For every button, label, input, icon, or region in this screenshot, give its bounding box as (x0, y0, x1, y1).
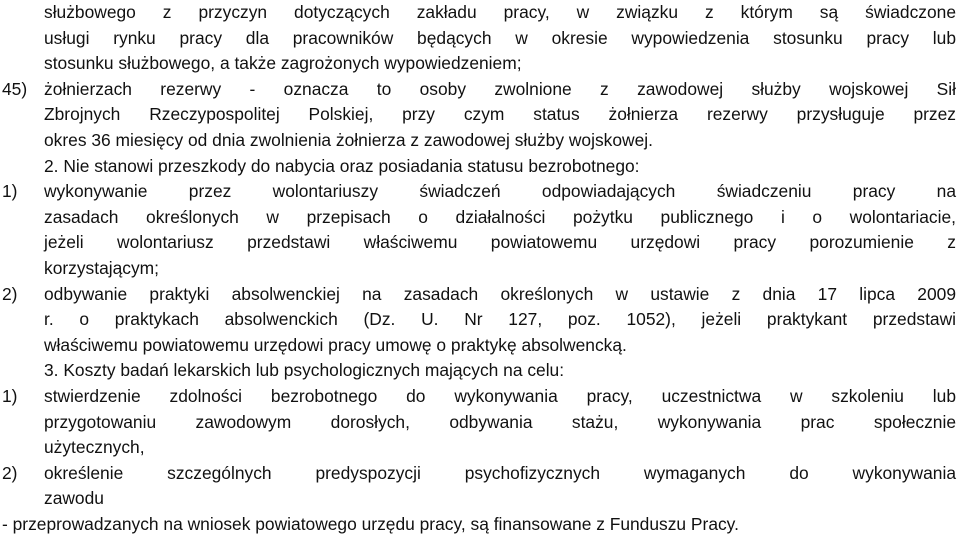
section-heading: 2. Nie stanowi przeszkody do nabycia oraz posiadania statusu bezrobotnego: (44, 155, 640, 176)
list-number: 45) (2, 78, 28, 99)
text-line: r. o praktykach absolwenckich (Dz. U. Nr 127, poz. 1052), jeżeli praktykant przedstawi (44, 309, 956, 330)
text-line: żołnierzach rezerwy - oznacza to osoby zwolnione z zawodowej służby wojskowej Sił (44, 78, 956, 99)
text-line: Zbrojnych Rzeczypospolitej Polskiej, przy czym status żołnierza rezerwy przysługuje przez (44, 104, 956, 125)
text-line: przygotowaniu zawodowym dorosłych, odbywania stażu, wykonywania prac społecznie (44, 411, 956, 432)
text-line: użytecznych, (44, 437, 145, 458)
text-line: korzystającym; (44, 258, 159, 278)
text-line: usługi rynku pracy dla pracowników będących w okresie wypowiedzenia stosunku pracy lub (44, 27, 956, 48)
text-line: właściwemu powiatowemu urzędowi pracy umowę o praktykę absolwencką. (44, 334, 627, 355)
list-number: 1) (2, 181, 18, 202)
text-line: zasadach określonych w przepisach o działalności pożytku publicznego i o wolontariacie, (44, 206, 956, 227)
text-line: odbywanie praktyki absolwenckiej na zasadach określonych w ustawie z dnia 17 lipca 2009 (44, 283, 956, 304)
text-line: stosunku służbowego, a także zagrożonych wypowiedzeniem; (44, 53, 522, 74)
text-line: służbowego z przyczyn dotyczących zakładu pracy, w związku z którym są świadczone (44, 2, 956, 22)
text-line: zawodu (44, 488, 104, 509)
list-number: 1) (2, 386, 18, 406)
text-line: określenie szczególnych predyspozycji psychofizycznych wymaganych do wykonywania (44, 462, 956, 483)
text-line: stwierdzenie zdolności bezrobotnego do wykonywania pracy, uczestnictwa w szkoleniu lub (44, 386, 956, 406)
list-number: 2) (2, 283, 18, 304)
list-number: 2) (2, 462, 18, 483)
text-line: okres 36 miesięcy od dnia zwolnienia żołnierza z zawodowej służby wojskowej. (44, 130, 653, 150)
text-line: jeżeli wolontariusz przedstawi właściwemu powiatowemu urzędowi pracy porozumienie z (44, 232, 956, 253)
text-line: wykonywanie przez wolontariuszy świadczeń odpowiadających świadczeniu pracy na (44, 181, 956, 202)
section-heading: 3. Koszty badań lekarskich lub psychologicznych mających na celu: (44, 360, 565, 381)
closing-line: - przeprowadzanych na wniosek powiatowego urzędu pracy, są finansowane z Funduszu Pracy. (2, 514, 739, 534)
